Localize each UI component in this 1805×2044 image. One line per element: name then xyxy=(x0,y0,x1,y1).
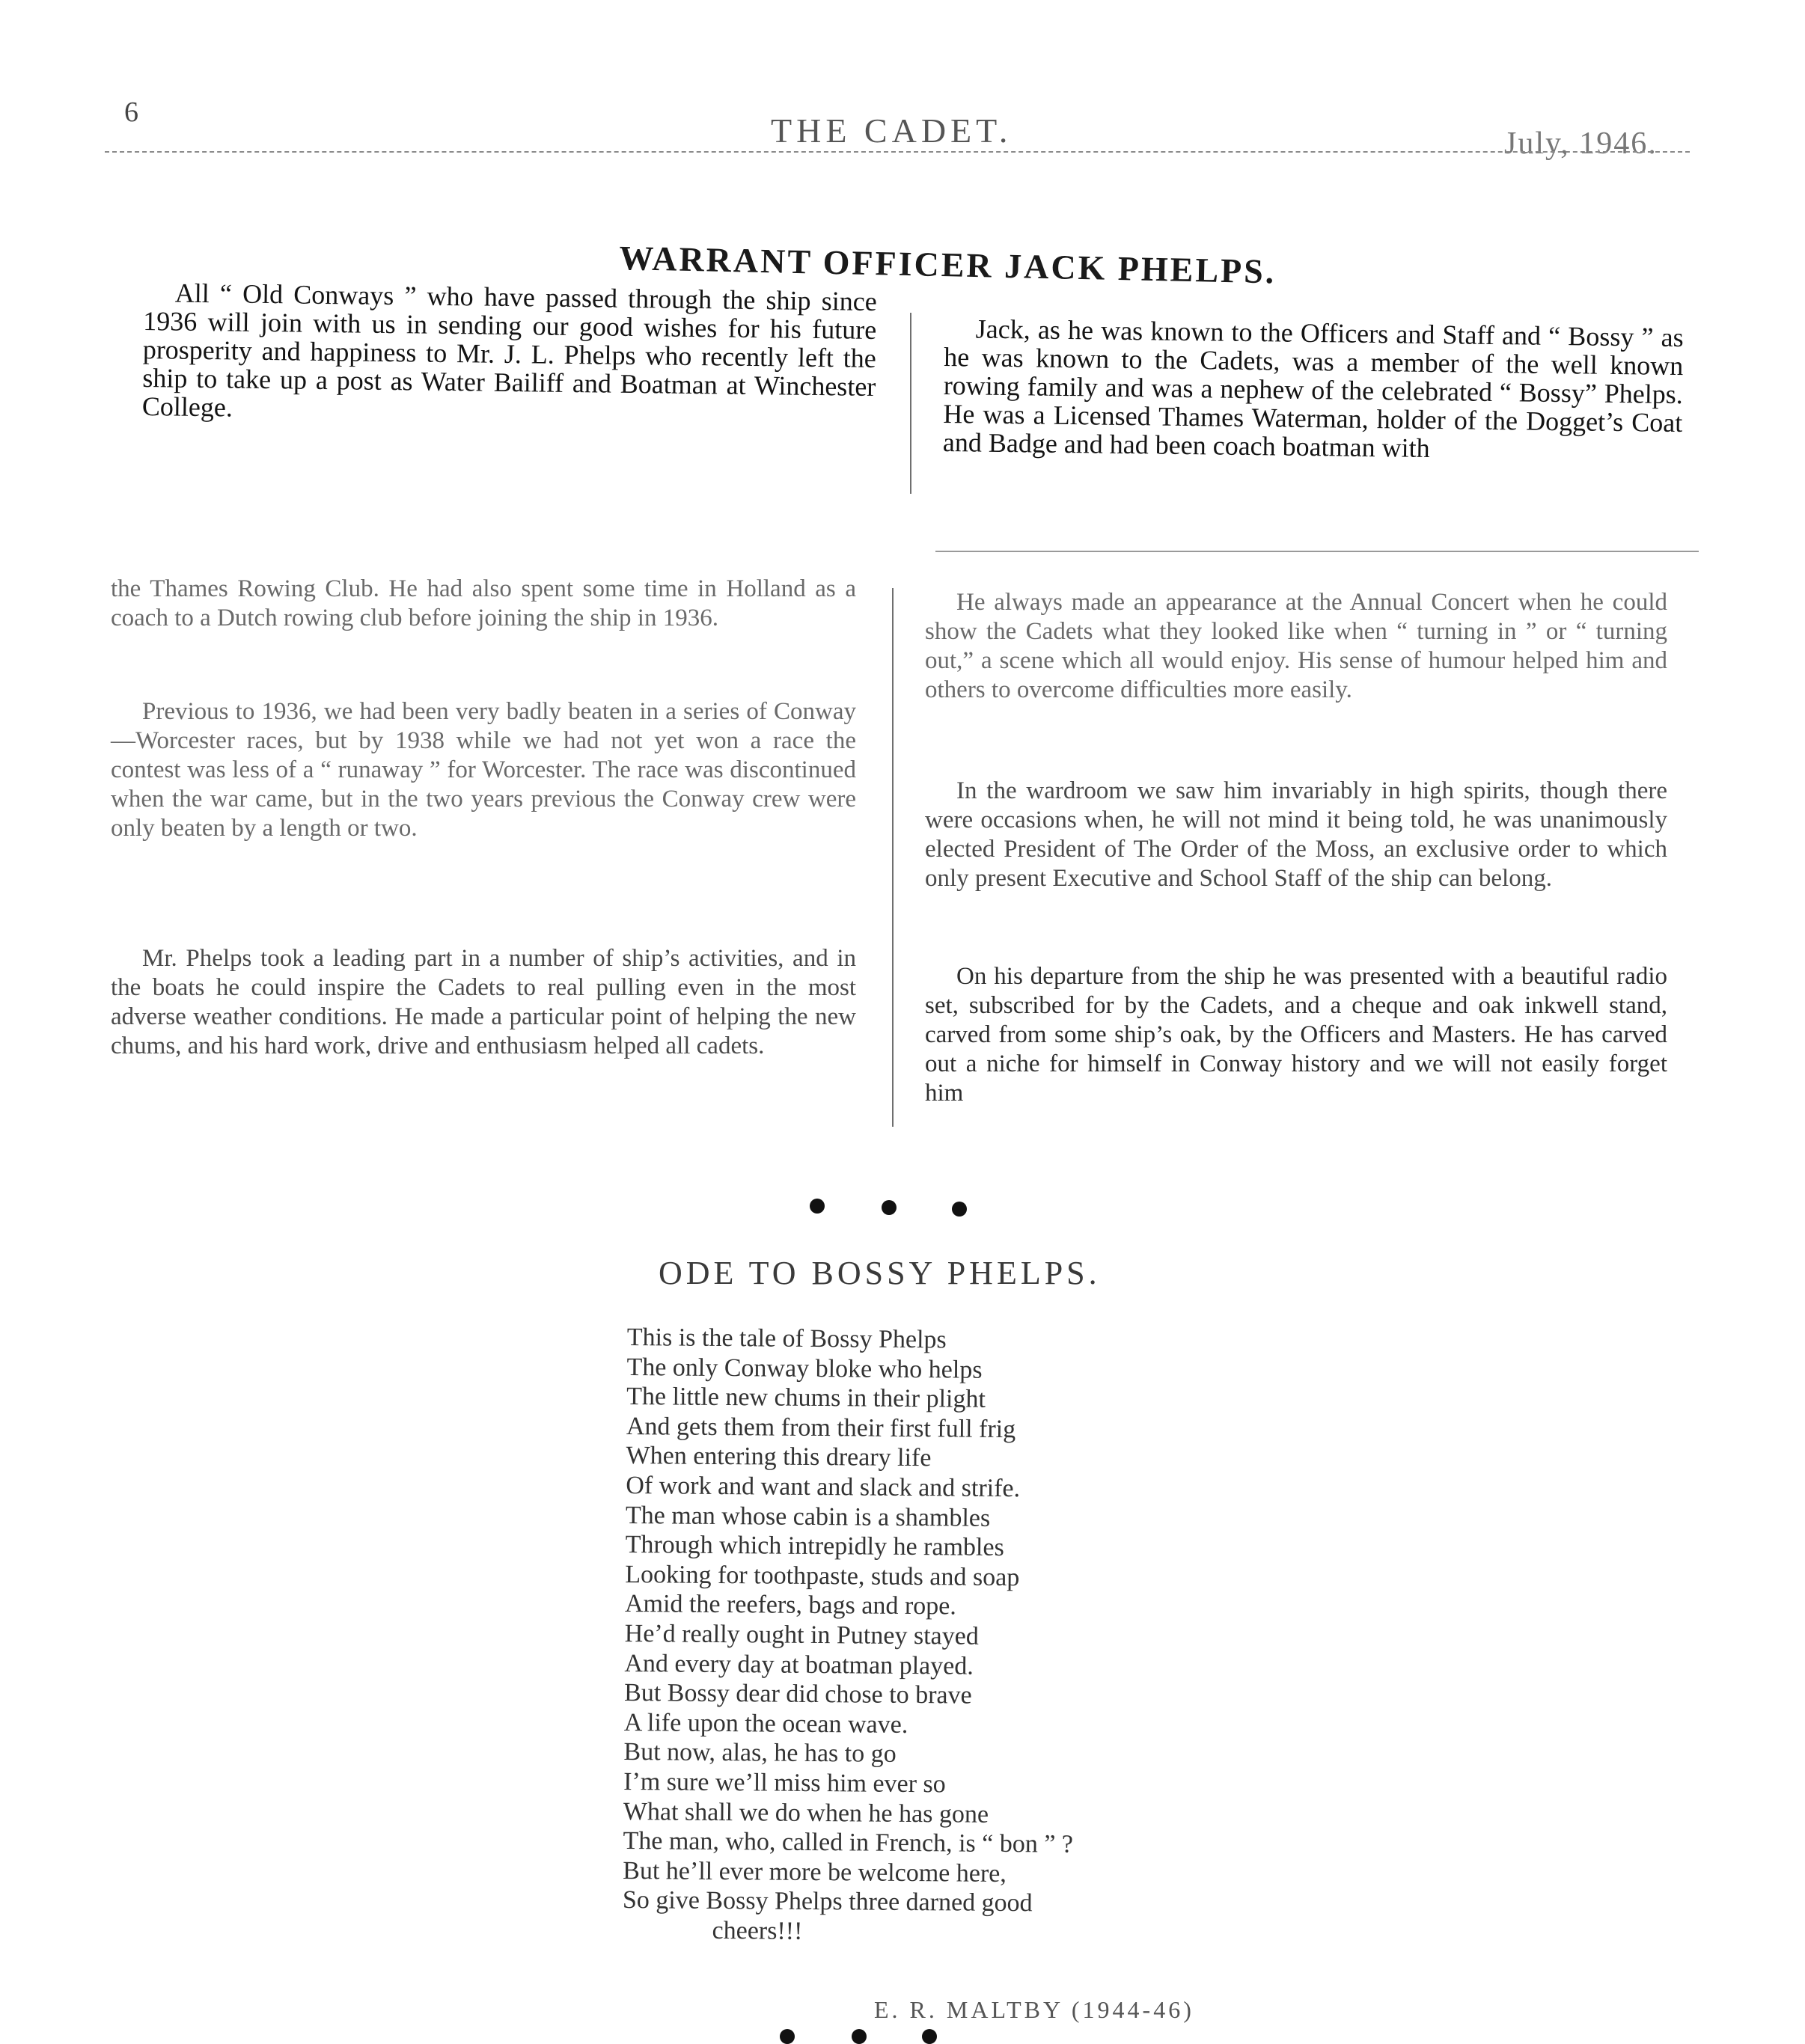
issue-date: July, 1946. xyxy=(1504,126,1658,161)
poem-line: But Bossy dear did chose to brave xyxy=(623,1679,972,1710)
section-rule xyxy=(935,551,1699,552)
poem-line: And every day at boatman played. xyxy=(624,1649,974,1680)
poem-line: A life upon the ocean wave. xyxy=(623,1708,908,1739)
right-column-paragraph-2: In the wardroom we saw him invariably in high spirits, though there were occasions when, he will not mind it being told, he was unanimously elected President of The Order of the Moss, an exclusive order to which only present Executive and School Staff of the ship can belong. xyxy=(925,777,1667,892)
poem-line: Of work and want and slack and strife. xyxy=(626,1471,1021,1503)
header-rule xyxy=(105,151,1690,153)
poem-line: And gets them from their first full frig xyxy=(626,1412,1016,1443)
separator-dot xyxy=(882,1200,897,1215)
left-column-paragraph-1: the Thames Rowing Club. He had also spent some time in Holland as a coach to a Dutch rowing club before joining the ship in 1936. xyxy=(111,575,856,631)
poem-line: The only Conway bloke who helps xyxy=(626,1353,983,1384)
body-column-divider xyxy=(892,588,894,1127)
article-title: WARRANT OFFICER JACK PHELPS. xyxy=(618,238,1277,291)
poem-line: Through which intrepidly he rambles xyxy=(625,1531,1004,1562)
intro-paragraph-right: Jack, as he was known to the Officers and Staff and “ Bossy ” as he was known to the Cadets, was a member of the well known rowing family and was a nephew of the celebrated “ Bossy” Phelps. He was a Licensed Thames Waterman, holder of the Dogget’s Coat and Badge and had been coach boatman with xyxy=(942,313,1684,463)
poem-line: But he’ll ever more be welcome here, xyxy=(623,1856,1007,1888)
separator-dot xyxy=(952,1202,967,1217)
poem-line: When entering this dreary life xyxy=(626,1442,932,1472)
poem-line: cheers!!! xyxy=(712,1916,803,1945)
page-number: 6 xyxy=(124,97,138,128)
intro-paragraph-left: All “ Old Conways ” who have passed through the ship since 1936 will join with us in sending our good wishes for his future prosperity and happiness to Mr. J. L. Phelps who recently left the ship to take up a post as Water Bailiff and Boatman at Winchester College. xyxy=(141,278,877,423)
separator-dot xyxy=(780,2029,795,2044)
poem-line: The man whose cabin is a shambles xyxy=(625,1501,991,1532)
poem-line: The man, who, called in French, is “ bon ” ? xyxy=(623,1827,1074,1858)
separator-dot xyxy=(810,1199,825,1214)
poem-line: I’m sure we’ll miss him ever so xyxy=(623,1767,946,1799)
intro-column-divider xyxy=(910,313,911,494)
left-column-paragraph-3: Mr. Phelps took a leading part in a number of ship’s activities, and in the boats he could inspire the Cadets to real pulling even in the most adverse weather conditions. He made a particular point of helping the new chums, and his hard work, drive and enthusiasm helped all cadets. xyxy=(111,945,856,1059)
poem-line: The little new chums in their plight xyxy=(626,1383,986,1413)
separator-dot xyxy=(922,2029,937,2044)
poem-author: E. R. MALTBY (1944-46) xyxy=(874,1996,1194,2023)
poem-title: ODE TO BOSSY PHELPS. xyxy=(659,1255,1101,1291)
poem-line: But now, alas, he has to go xyxy=(623,1738,897,1769)
publication-title: THE CADET. xyxy=(771,111,1013,150)
right-column-paragraph-1: He always made an appearance at the Annual Concert when he could show the Cadets what they looked like when “ turning in ” or “ turning out,” a scene which all would enjoy. His sense of humour helped him and others to overcome difficulties more easily. xyxy=(925,589,1667,703)
poem-line: So give Bossy Phelps three darned good xyxy=(622,1886,1033,1918)
poem-body xyxy=(622,1323,1077,1948)
poem-line: This is the tale of Bossy Phelps xyxy=(626,1324,947,1354)
poem-line: He’d really ought in Putney stayed xyxy=(624,1619,979,1650)
poem-line: Looking for toothpaste, studs and soap xyxy=(625,1560,1020,1591)
left-column-paragraph-2: Previous to 1936, we had been very badly beaten in a series of Conway—Worcester races, but by 1938 while we had not yet won a race the contest was less of a “ runaway ” for Worcester. The race was discontinued when the war came, but in the two years previous the Conway crew were only beaten by a length or two. xyxy=(111,698,856,842)
poem-line: What shall we do when he has gone xyxy=(623,1797,989,1829)
right-column-paragraph-3: On his departure from the ship he was presented with a beautiful radio set, subscribed for by the Cadets, and a cheque and oak inkwell stand, carved from some ship’s oak, by the Officers and Masters. He has carved out a niche for himself in Conway history and we will not easily forget him xyxy=(925,963,1667,1107)
separator-dot xyxy=(852,2029,867,2044)
poem-line: Amid the reefers, bags and rope. xyxy=(624,1590,956,1621)
